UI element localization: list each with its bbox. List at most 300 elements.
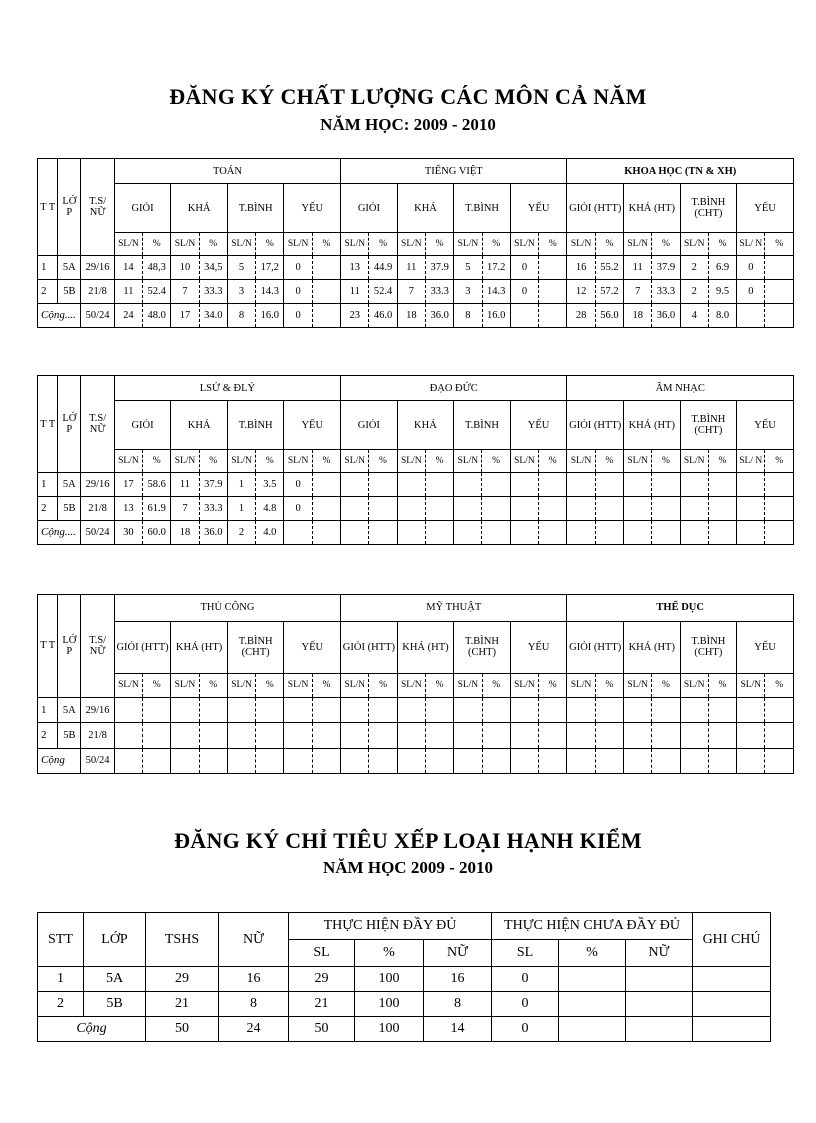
header-pct: % bbox=[765, 673, 794, 697]
header-nu: NỮ bbox=[219, 913, 289, 967]
header-pct: % bbox=[256, 450, 284, 473]
subject-lsu-dly: LSỬ & ĐLÝ bbox=[114, 376, 340, 401]
header-pct: % bbox=[539, 450, 567, 473]
table-cell bbox=[227, 723, 255, 748]
subject-my-thuat: MỸ THUẬT bbox=[341, 595, 567, 622]
header-tshs: TSHS bbox=[146, 913, 219, 967]
header-tb: T.BÌNH bbox=[454, 184, 511, 233]
header-pct: % bbox=[143, 233, 171, 256]
conduct-year: NĂM HỌC 2009 - 2010 bbox=[323, 858, 493, 877]
table-cell: 52.4 bbox=[369, 280, 397, 304]
table-cell: 0 bbox=[284, 497, 312, 521]
table-cell bbox=[737, 520, 765, 544]
table-cell bbox=[369, 723, 397, 748]
table-cell bbox=[425, 520, 453, 544]
table-cell: 29/16 bbox=[81, 697, 114, 722]
header-pct: % bbox=[595, 673, 623, 697]
table-cell: 1 bbox=[227, 497, 255, 521]
table-cell: 16 bbox=[424, 967, 492, 992]
table-cell: 44.9 bbox=[369, 256, 397, 280]
table-cell: 5B bbox=[58, 497, 81, 521]
table-cell bbox=[256, 723, 284, 748]
table-cell bbox=[708, 748, 736, 773]
header-pct: % bbox=[708, 450, 736, 473]
quality-table-2 bbox=[37, 375, 794, 545]
header-pct: % bbox=[708, 233, 736, 256]
table-cell bbox=[199, 723, 227, 748]
header-pct: % bbox=[765, 233, 794, 256]
table-cell bbox=[510, 497, 538, 521]
total-label: Cộng bbox=[38, 1017, 146, 1042]
table-cell bbox=[539, 697, 567, 722]
table-cell: 3 bbox=[454, 280, 482, 304]
table-cell: 16 bbox=[219, 967, 289, 992]
header-sln: SL/N bbox=[624, 233, 652, 256]
header-yeu: YẾU bbox=[284, 401, 341, 450]
table-cell bbox=[199, 697, 227, 722]
table-cell bbox=[623, 723, 651, 748]
table-cell: 0 bbox=[510, 256, 538, 280]
header-sln: SL/N bbox=[737, 673, 765, 697]
header-sln: SL/N bbox=[227, 673, 255, 697]
table-cell bbox=[652, 473, 680, 497]
header-lop: LỚ P bbox=[58, 159, 81, 256]
table-cell bbox=[510, 748, 538, 773]
table-cell: 33.3 bbox=[652, 280, 680, 304]
total-label: Cộng.... bbox=[38, 303, 81, 327]
table-cell bbox=[284, 723, 312, 748]
table-cell bbox=[623, 497, 651, 521]
table-cell bbox=[737, 303, 765, 327]
table-cell bbox=[171, 723, 199, 748]
table-cell bbox=[559, 1017, 626, 1042]
table-cell bbox=[454, 697, 482, 722]
table-cell bbox=[510, 520, 538, 544]
header-sln: SL/N bbox=[284, 450, 312, 473]
table-cell: 17.2 bbox=[482, 256, 510, 280]
table-cell: 0 bbox=[284, 280, 312, 304]
page-title: ĐĂNG KÝ CHẤT LƯỢNG CÁC MÔN CẢ NĂM bbox=[169, 84, 647, 109]
header-pct: % bbox=[425, 450, 453, 473]
header-pct: % bbox=[143, 673, 171, 697]
table-cell bbox=[397, 723, 425, 748]
table-cell bbox=[680, 723, 708, 748]
table-cell: 21/8 bbox=[81, 497, 114, 521]
header-gioi-htt: GIỎI (HTT) bbox=[341, 621, 398, 673]
table-cell bbox=[312, 723, 340, 748]
table-cell: 58.6 bbox=[143, 473, 171, 497]
table-cell: 10 bbox=[171, 256, 199, 280]
header-tb: T.BÌNH bbox=[454, 401, 511, 450]
table-cell: 12 bbox=[567, 280, 595, 304]
table-cell: 7 bbox=[171, 497, 199, 521]
table-cell bbox=[227, 748, 255, 773]
table-cell: 23 bbox=[341, 303, 369, 327]
table-cell: 52.4 bbox=[143, 280, 171, 304]
table-cell: 5A bbox=[58, 256, 81, 280]
header-yeu: YẾU bbox=[510, 401, 567, 450]
table-cell: 21 bbox=[146, 992, 219, 1017]
table-cell bbox=[227, 697, 255, 722]
table-cell bbox=[341, 697, 369, 722]
header-sln: SL/N bbox=[567, 450, 595, 473]
table-cell: 4 bbox=[680, 303, 708, 327]
table-cell: 21 bbox=[289, 992, 355, 1017]
table-cell bbox=[341, 748, 369, 773]
header-pct: % bbox=[652, 450, 680, 473]
table-cell: 2 bbox=[227, 520, 255, 544]
header-sl: SL bbox=[492, 940, 559, 967]
header-tb: T.BÌNH bbox=[227, 401, 284, 450]
table-cell bbox=[312, 473, 340, 497]
table-cell: 0 bbox=[492, 992, 559, 1017]
header-pct: % bbox=[652, 673, 680, 697]
table-cell bbox=[425, 748, 453, 773]
table-cell bbox=[312, 280, 340, 304]
subject-khoa-hoc: KHOA HỌC (TN & XH) bbox=[567, 159, 794, 184]
table-cell: 48.0 bbox=[143, 303, 171, 327]
table-cell bbox=[765, 497, 794, 521]
table-cell: 18 bbox=[397, 303, 425, 327]
table-cell bbox=[454, 748, 482, 773]
header-sln: SL/N bbox=[114, 450, 142, 473]
table-cell: 3.5 bbox=[256, 473, 284, 497]
table-cell: 11 bbox=[114, 280, 142, 304]
table-cell: 0 bbox=[492, 1017, 559, 1042]
table-row bbox=[38, 697, 794, 722]
table-cell bbox=[369, 697, 397, 722]
table-cell: 13 bbox=[341, 256, 369, 280]
header-kha-ht: KHÁ (HT) bbox=[624, 184, 681, 233]
table-cell: 33.3 bbox=[425, 280, 453, 304]
table-cell bbox=[397, 520, 425, 544]
table-cell bbox=[595, 473, 623, 497]
table-cell: 5A bbox=[58, 473, 81, 497]
table-cell: 61.9 bbox=[143, 497, 171, 521]
table-cell bbox=[626, 992, 693, 1017]
table-cell: 11 bbox=[171, 473, 199, 497]
table-cell bbox=[341, 497, 369, 521]
header-yeu: YẾU bbox=[510, 621, 567, 673]
table-cell: 4.0 bbox=[256, 520, 284, 544]
table-cell bbox=[765, 520, 794, 544]
table-cell bbox=[369, 748, 397, 773]
quality-table-3 bbox=[37, 594, 794, 774]
table-cell: 21/8 bbox=[81, 280, 114, 304]
header-gioi: GIỎI bbox=[114, 401, 171, 450]
header-kha: KHÁ bbox=[397, 401, 454, 450]
header-lop: LỚ P bbox=[58, 376, 81, 473]
header-gioi-htt: GIỎI (HTT) bbox=[567, 621, 624, 673]
header-sln: SL/N bbox=[680, 673, 708, 697]
header-pct: % bbox=[595, 450, 623, 473]
table-cell bbox=[765, 697, 794, 722]
table-cell: 8 bbox=[454, 303, 482, 327]
table-cell bbox=[256, 697, 284, 722]
header-sln: SL/N bbox=[510, 233, 538, 256]
header-yeu: YẾU bbox=[737, 401, 794, 450]
subject-toan: TOÁN bbox=[114, 159, 340, 184]
table-cell: 6.9 bbox=[708, 256, 736, 280]
table-cell bbox=[539, 723, 567, 748]
table-cell bbox=[708, 497, 736, 521]
table-cell bbox=[680, 748, 708, 773]
header-nu2: NỮ bbox=[424, 940, 492, 967]
header-nu2: NỮ bbox=[626, 940, 693, 967]
header-pct: % bbox=[539, 233, 567, 256]
header-gioi: GIỎI bbox=[114, 184, 171, 233]
table-cell: 5 bbox=[227, 256, 255, 280]
table-cell bbox=[539, 520, 567, 544]
table-row bbox=[38, 303, 794, 327]
table-cell: 16.0 bbox=[256, 303, 284, 327]
table-cell: 2 bbox=[38, 280, 58, 304]
header-tt: T T bbox=[38, 595, 58, 698]
header-pct: % bbox=[708, 673, 736, 697]
table-cell bbox=[708, 520, 736, 544]
subject-dao-duc: ĐẠO ĐỨC bbox=[341, 376, 567, 401]
table-cell: 29/16 bbox=[81, 256, 114, 280]
table-cell: 34,5 bbox=[199, 256, 227, 280]
table-cell: 7 bbox=[397, 280, 425, 304]
table-cell: 8 bbox=[227, 303, 255, 327]
table-cell: 14 bbox=[424, 1017, 492, 1042]
table-cell bbox=[510, 473, 538, 497]
table-cell bbox=[312, 520, 340, 544]
header-gioi-htt: GIỎI (HTT) bbox=[567, 184, 624, 233]
header-tb-cht: T.BÌNH (CHT) bbox=[454, 621, 511, 673]
subject-am-nhac: ÂM NHẠC bbox=[567, 376, 794, 401]
table-cell: 60.0 bbox=[143, 520, 171, 544]
table-cell: 18 bbox=[171, 520, 199, 544]
table-cell: 2 bbox=[680, 280, 708, 304]
header-sln: SL/N bbox=[397, 233, 425, 256]
table-cell bbox=[397, 497, 425, 521]
table-cell: 5 bbox=[454, 256, 482, 280]
table-cell bbox=[652, 497, 680, 521]
header-sln: SL/N bbox=[171, 673, 199, 697]
header-sln: SL/N bbox=[227, 233, 255, 256]
header-lop: LỚ P bbox=[58, 595, 81, 698]
table-cell bbox=[425, 473, 453, 497]
table-cell: 1 bbox=[38, 256, 58, 280]
header-yeu: YẾU bbox=[510, 184, 567, 233]
header-stt: STT bbox=[38, 913, 84, 967]
table-cell: 1 bbox=[38, 967, 84, 992]
header-pct: % bbox=[312, 673, 340, 697]
header-sln: SL/N bbox=[341, 673, 369, 697]
table-cell bbox=[454, 723, 482, 748]
header-sln: SL/N bbox=[454, 673, 482, 697]
table-cell bbox=[482, 748, 510, 773]
header-sln: SL/N bbox=[171, 450, 199, 473]
table-cell bbox=[623, 473, 651, 497]
header-ts-nu: T.S/ NỮ bbox=[81, 595, 114, 698]
header-pct: % bbox=[256, 673, 284, 697]
table-cell bbox=[626, 967, 693, 992]
total-label: Cộng.... bbox=[38, 520, 81, 544]
table-cell: 11 bbox=[624, 256, 652, 280]
header-sln: SL/N bbox=[454, 233, 482, 256]
table-cell: 2 bbox=[38, 723, 58, 748]
table-cell: 17,2 bbox=[256, 256, 284, 280]
table-cell bbox=[369, 473, 397, 497]
table-row bbox=[38, 748, 794, 773]
table-cell: 16.0 bbox=[482, 303, 510, 327]
header-sln: SL/N bbox=[171, 233, 199, 256]
table-cell bbox=[114, 697, 142, 722]
table-cell bbox=[312, 256, 340, 280]
table-cell bbox=[595, 520, 623, 544]
header-sln: SL/N bbox=[114, 673, 142, 697]
table-cell bbox=[765, 256, 794, 280]
header-pct: % bbox=[425, 233, 453, 256]
header-pct: % bbox=[652, 233, 680, 256]
header-pct: % bbox=[312, 450, 340, 473]
table-row bbox=[38, 723, 794, 748]
table-cell: 24 bbox=[219, 1017, 289, 1042]
table-cell: 37.9 bbox=[652, 256, 680, 280]
table-cell: 3 bbox=[227, 280, 255, 304]
table-cell: 0 bbox=[284, 303, 312, 327]
table-cell bbox=[623, 748, 651, 773]
table-cell: 17 bbox=[171, 303, 199, 327]
table-cell bbox=[693, 1017, 771, 1042]
header-sln: SL/N bbox=[284, 233, 312, 256]
header-kha: KHÁ bbox=[171, 401, 228, 450]
header-yeu: YẾU bbox=[737, 184, 794, 233]
header-tb-cht: T.BÌNH (CHT) bbox=[680, 401, 737, 450]
table-cell bbox=[693, 992, 771, 1017]
header-sln: SL/N bbox=[510, 450, 538, 473]
table-cell: 28 bbox=[567, 303, 595, 327]
header-sl: SL bbox=[289, 940, 355, 967]
table-cell bbox=[559, 992, 626, 1017]
table-cell: 29/16 bbox=[81, 473, 114, 497]
header-kha-ht: KHÁ (HT) bbox=[623, 621, 680, 673]
table-cell bbox=[114, 723, 142, 748]
header-lop: LỚP bbox=[84, 913, 146, 967]
table-cell: 48,3 bbox=[143, 256, 171, 280]
header-note: GHI CHÚ bbox=[693, 913, 771, 967]
table-cell: 50/24 bbox=[81, 303, 114, 327]
table-cell: 0 bbox=[737, 256, 765, 280]
header-pct: % bbox=[199, 450, 227, 473]
school-year: NĂM HỌC: 2009 - 2010 bbox=[320, 115, 496, 134]
table-cell: 16 bbox=[567, 256, 595, 280]
table-cell bbox=[284, 748, 312, 773]
header-sln: SL/N bbox=[567, 673, 595, 697]
table-cell: 100 bbox=[355, 992, 424, 1017]
table-cell: 21/8 bbox=[81, 723, 114, 748]
header-pct: % bbox=[369, 673, 397, 697]
table-cell bbox=[482, 473, 510, 497]
header-pct: % bbox=[482, 673, 510, 697]
table-cell bbox=[114, 748, 142, 773]
table-cell: 14 bbox=[114, 256, 142, 280]
table-cell bbox=[482, 697, 510, 722]
total-label: Cộng bbox=[38, 748, 81, 773]
table-cell bbox=[312, 697, 340, 722]
table-cell: 5A bbox=[58, 697, 81, 722]
header-yeu: YẾU bbox=[284, 621, 341, 673]
table-cell: 11 bbox=[341, 280, 369, 304]
header-pct: % bbox=[312, 233, 340, 256]
table-cell bbox=[454, 497, 482, 521]
table-row bbox=[38, 1017, 771, 1042]
table-cell: 9.5 bbox=[708, 280, 736, 304]
header-pct: % bbox=[199, 233, 227, 256]
header-gioi: GIỎI bbox=[341, 184, 398, 233]
table-cell: 1 bbox=[227, 473, 255, 497]
table-cell bbox=[567, 723, 595, 748]
table-cell bbox=[595, 748, 623, 773]
table-cell bbox=[680, 697, 708, 722]
header-sln: SL/N bbox=[397, 450, 425, 473]
table-cell bbox=[397, 697, 425, 722]
table-cell: 4.8 bbox=[256, 497, 284, 521]
table-row bbox=[38, 497, 794, 521]
table-cell bbox=[312, 303, 340, 327]
header-full: THỰC HIỆN ĐẦY ĐỦ bbox=[289, 913, 492, 940]
header-tb-cht: T.BÌNH (CHT) bbox=[680, 621, 737, 673]
table-cell bbox=[143, 748, 171, 773]
table-cell: 0 bbox=[284, 473, 312, 497]
header-tb-cht: T.BÌNH (CHT) bbox=[227, 621, 284, 673]
table-cell: 100 bbox=[355, 967, 424, 992]
table-cell: 50 bbox=[146, 1017, 219, 1042]
table-cell: 8 bbox=[424, 992, 492, 1017]
header-sln: SL/N bbox=[454, 450, 482, 473]
table-cell bbox=[693, 967, 771, 992]
header-pct: % bbox=[482, 233, 510, 256]
table-cell bbox=[737, 497, 765, 521]
table-cell bbox=[425, 723, 453, 748]
table-row bbox=[38, 473, 794, 497]
header-pct: % bbox=[482, 450, 510, 473]
header-kha-ht: KHÁ (HT) bbox=[397, 621, 454, 673]
table-cell bbox=[708, 697, 736, 722]
table-cell bbox=[482, 723, 510, 748]
header-pct: % bbox=[369, 233, 397, 256]
table-cell bbox=[341, 473, 369, 497]
header-sln: SL/N bbox=[567, 233, 595, 256]
table-cell bbox=[341, 723, 369, 748]
table-cell: 33.3 bbox=[199, 280, 227, 304]
header-pct: % bbox=[256, 233, 284, 256]
header-sln: SL/N bbox=[623, 450, 651, 473]
table-cell bbox=[539, 256, 567, 280]
header-pct: % bbox=[143, 450, 171, 473]
table-cell bbox=[765, 303, 794, 327]
table-cell bbox=[256, 748, 284, 773]
table-cell: 50/24 bbox=[81, 520, 114, 544]
table-cell bbox=[482, 520, 510, 544]
header-kha: KHÁ bbox=[397, 184, 454, 233]
table-cell bbox=[369, 497, 397, 521]
table-cell bbox=[143, 723, 171, 748]
table-row bbox=[38, 520, 794, 544]
header-sln: SL/N bbox=[397, 673, 425, 697]
header-tt: T T bbox=[38, 159, 58, 256]
table-row bbox=[38, 256, 794, 280]
table-cell bbox=[539, 497, 567, 521]
table-cell: 36.0 bbox=[199, 520, 227, 544]
header-sln: SL/N bbox=[510, 673, 538, 697]
header-pct: % bbox=[369, 450, 397, 473]
table-cell bbox=[737, 697, 765, 722]
header-yeu: YẾU bbox=[737, 621, 794, 673]
